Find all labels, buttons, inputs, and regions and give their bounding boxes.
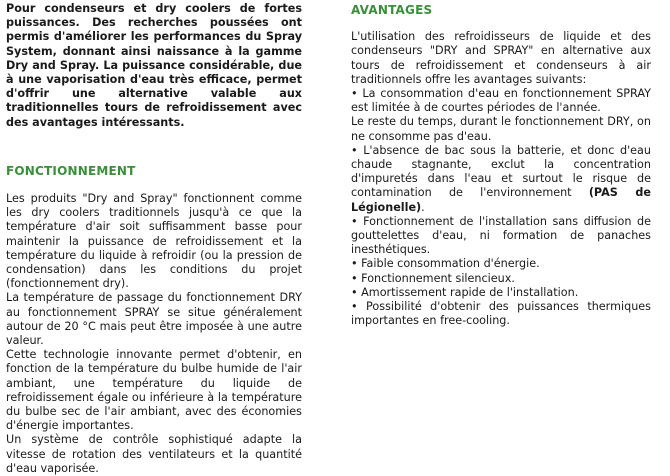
- legionella-note: (PAS de Légionelle): [351, 186, 651, 214]
- operation-paragraph-2: La température de passage du fonctionnement DRY au fonctionnement SPRAY se situe généralement autour de 20 °C mais peut être imposée à une autre valeur.: [6, 291, 302, 348]
- advantage-no-legionella-text: • L'absence de bac sous la batterie, et donc d'eau chaude stagnante, exclut la concentration d'impuretés dans l'eau et surtout le risque de contamination de l'environnement: [351, 143, 651, 200]
- right-column: [351, 0, 651, 328]
- operation-paragraph-4: Un système de contrôle sophistiqué adapte la vitesse de rotation des ventilateurs et la quantité d'eau vaporisée.: [6, 433, 302, 475]
- advantage-water-consumption: • La consommation d'eau en fonctionnement SPRAY est limitée à de courtes périodes de l'année.: [351, 87, 651, 115]
- advantage-no-legionella: [351, 144, 651, 215]
- advantages-intro: L'utilisation des refroidisseurs de liquide et des condenseurs "DRY and SPRAY" en alternative aux tours de refroidissement et condenseurs à air traditionnels offre les avantages suivants:: [351, 30, 651, 86]
- heading-avantages: AVANTAGES: [351, 3, 433, 17]
- operation-paragraph-3: Cette technologie innovante permet d'obtenir, en fonction de la température du bulbe humide de l'air ambiant, une température du liquide de refroidissement égale ou inférieure à la température du bulbe sec de l'air ambiant, avec des économies d'énergie importantes.: [6, 348, 302, 433]
- advantage-no-legionella-end: .: [421, 200, 425, 214]
- advantage-silent: • Fonctionnement silencieux.: [351, 271, 515, 285]
- advantage-low-energy: • Faible consommation d'énergie.: [351, 257, 540, 271]
- advantage-no-droplets: • Fonctionnement de l'installation sans diffusion de gouttelettes d'eau, ni formation de panaches inesthétiques.: [351, 214, 651, 257]
- advantage-water-consumption-cont: Le reste du temps, durant le fonctionnement DRY, on ne consomme pas d'eau.: [351, 115, 651, 143]
- operation-paragraph-1: Les produits "Dry and Spray" fonctionnent comme les dry coolers traditionnels jusqu'à ce que la température d'air soit suffisamment basse pour maintenir la puissance de refroidissement et la température du liquide à refroidir (ou la pression de condensation) dans les conditions du projet (fonctionnement dry).: [6, 192, 302, 291]
- heading-fonctionnement: FONCTIONNEMENT: [6, 163, 136, 178]
- advantage-fast-payback: • Amortissement rapide de l'installation.: [351, 285, 579, 299]
- left-column: [6, 0, 302, 476]
- intro-paragraph: Pour condenseurs et dry coolers de fortes puissances. Des recherches poussées ont permis d'améliorer les performances du Spray System, donnant ainsi naissance à la gamme Dry and Spray. La puissance considérable, due à une vaporisation d'eau très efficace, permet d'offrir une alternative valable aux traditionnelles tours de refroidissement avec des avantages intéressants.: [6, 2, 302, 129]
- advantage-free-cooling: • Possibilité d'obtenir des puissances thermiques importantes en free-cooling.: [351, 300, 651, 328]
